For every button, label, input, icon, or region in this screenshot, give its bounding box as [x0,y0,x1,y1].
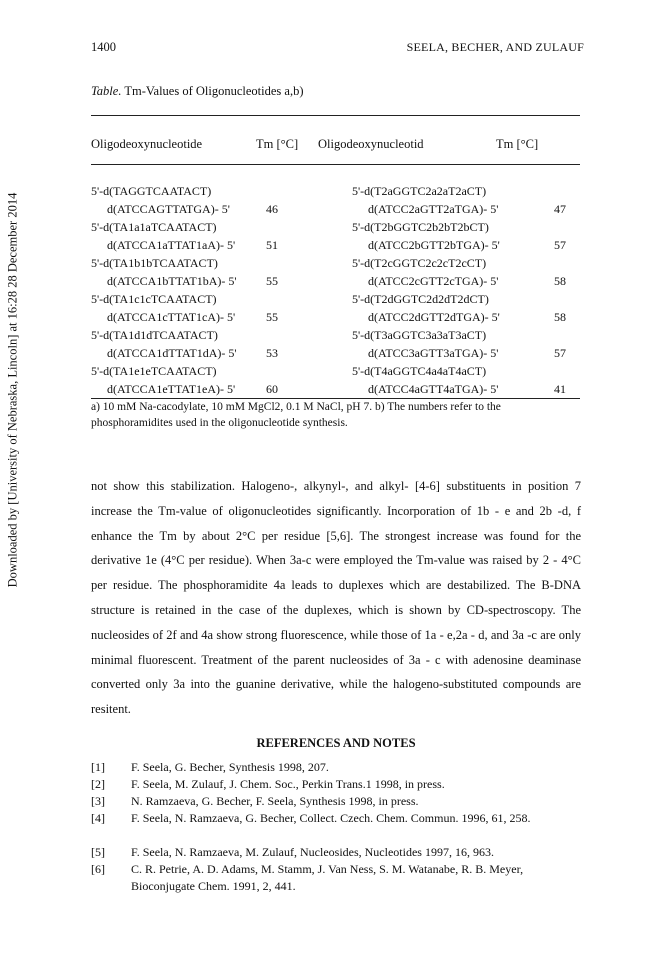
table-row-right-3-strand3: d(ATCC2cGTT2cTGA)- 5' [368,274,499,288]
table-row-right-3-strand5: 5'-d(T2cGGTC2c2cT2cCT) [352,256,487,270]
table-row-left-5-strand3: d(ATCCA1dTTAT1dA)- 5' [107,346,237,360]
table-row-left-4-tm: 55 [266,310,278,324]
table-row-right-2-strand5: 5'-d(T2bGGTC2b2bT2bCT) [352,220,489,234]
download-side-note-text: Downloaded by [University of Nebraska, Lincoln] at 16:28 28 December 2014 [5,192,20,588]
col-header-tm-left: Tm [°C] [256,137,299,151]
reference-text: F. Seela, G. Becher, Synthesis 1998, 207. [131,760,329,774]
table-row-right-3-tm: 58 [554,274,566,288]
table-row-right-6-strand3: d(ATCC4aGTT4aTGA)- 5' [368,382,499,396]
table-row-right-4-strand3: d(ATCC2dGTT2dTGA)- 5' [368,310,500,324]
download-side-note [6,90,20,690]
table-row-left-6-strand5: 5'-d(TA1e1eTCAATACT) [91,364,217,378]
table-row-left-1-strand5: 5'-d(TAGGTCAATACT) [91,184,212,198]
table-caption-label: Table. [91,84,122,98]
references-heading: REFERENCES AND NOTES [256,736,416,750]
table-row-right-6-tm: 41 [554,382,566,396]
table-row-right-6-strand5: 5'-d(T4aGGTC4a4aT4aCT) [352,364,487,378]
table-row-right-5-tm: 57 [554,346,566,360]
table-row-left-3-tm: 55 [266,274,278,288]
table-row-left-3-strand5: 5'-d(TA1b1bTCAATACT) [91,256,218,270]
reference-text: N. Ramzaeva, G. Becher, F. Seela, Synthesis 1998, in press. [131,794,419,808]
reference-number: [6] [91,862,105,876]
table-row-left-4-strand5: 5'-d(TA1c1cTCAATACT) [91,292,217,306]
table-top-rule [91,115,580,116]
reference-text: F. Seela, N. Ramzaeva, M. Zulauf, Nucleosides, Nucleotides 1997, 16, 963. [131,845,494,859]
col-header-tm-right: Tm [°C] [496,137,539,151]
table-row-right-5-strand5: 5'-d(T3aGGTC3a3aT3aCT) [352,328,487,342]
table-row-left-1-strand3: d(ATCCAGTTATGA)- 5' [107,202,230,216]
col-header-oligo-left: Oligodeoxynucleotide [91,137,203,151]
table-row-left-4-strand3: d(ATCCA1cTTAT1cA)- 5' [107,310,236,324]
body-paragraph-text: not show this stabilization. Halogeno-, alkynyl-, and alkyl- [4-6] substituents in position 7 increase the Tm-value of oligonucleotides significantly. Incorporation of 1b - e and 2b -d, f enhance the Tm by about 2°C per residue [5,6]. The strongest increase was found for the derivative 1e (4°C per residue). When 3a-c were employed the Tm-value was raised by 2 - 4°C per residue. The phosphoramidite 4a leads to duplexes which are destabilized. The B-DNA structure is retained in the case of the duplexes, which is shown by CD-spectroscopy. The nucleosides of 2f and 4a show strong fluorescence, while those of 1a - e,2a - d, and 3a -c are only minimal fluorescent. Treatment of the parent nucleosides of 3a - c with adenosine deaminase converted only 3a into the guanine derivative, while the halogeno-substituted compounds are resitent. [91,479,581,717]
reference-number: [1] [91,760,105,774]
table-row-left-6-tm: 60 [266,382,278,396]
page-number: 1400 [91,40,116,54]
body-paragraph [91,474,581,722]
reference-number: [2] [91,777,105,791]
table-row-right-4-tm: 58 [554,310,566,324]
table-row-right-2-strand3: d(ATCC2bGTT2bTGA)- 5' [368,238,500,252]
table-row-right-1-strand5: 5'-d(T2aGGTC2a2aT2aCT) [352,184,487,198]
table-row-left-2-strand3: d(ATCCA1aTTAT1aA)- 5' [107,238,236,252]
table-row-right-2-tm: 57 [554,238,566,252]
table-row-left-3-strand3: d(ATCCA1bTTAT1bA)- 5' [107,274,237,288]
table-row-left-2-tm: 51 [266,238,278,252]
col-header-oligo-right: Oligodeoxynucleotid [318,137,424,151]
reference-number: [5] [91,845,105,859]
table-row-right-5-strand3: d(ATCC3aGTT3aTGA)- 5' [368,346,499,360]
table-row-right-1-tm: 47 [554,202,566,216]
table-row-left-2-strand5: 5'-d(TA1a1aTCAATACT) [91,220,217,234]
table-row-left-5-strand5: 5'-d(TA1d1dTCAATACT) [91,328,218,342]
running-head: SEELA, BECHER, AND ZULAUF [406,40,584,54]
table-header-rule [91,164,580,165]
table-row-right-4-strand5: 5'-d(T2dGGTC2d2dT2dCT) [352,292,489,306]
table-row-left-1-tm: 46 [266,202,278,216]
reference-text: F. Seela, N. Ramzaeva, G. Becher, Collect. Czech. Chem. Commun. 1996, 61, 258. [131,811,531,825]
reference-text: C. R. Petrie, A. D. Adams, M. Stamm, J. Van Ness, S. M. Watanabe, R. B. Meyer, Bioconjugate Chem. 1991, 2, 441. [131,862,524,893]
table-row-right-1-strand3: d(ATCC2aGTT2aTGA)- 5' [368,202,499,216]
table-row-left-6-strand3: d(ATCCA1eTTAT1eA)- 5' [107,382,236,396]
table-caption-text: Tm-Values of Oligonucleotides a,b) [124,84,304,98]
table-footnote: a) 10 mM Na-cacodylate, 10 mM MgCl2, 0.1 M NaCl, pH 7. b) The numbers refer to the phosphoramidites used in the oligonucleotide synthesis. [91,401,501,429]
reference-number: [4] [91,811,105,825]
reference-text: F. Seela, M. Zulauf, J. Chem. Soc., Perkin Trans.1 1998, in press. [131,777,445,791]
table-caption [91,84,303,99]
reference-number: [3] [91,794,105,808]
table-row-left-5-tm: 53 [266,346,278,360]
